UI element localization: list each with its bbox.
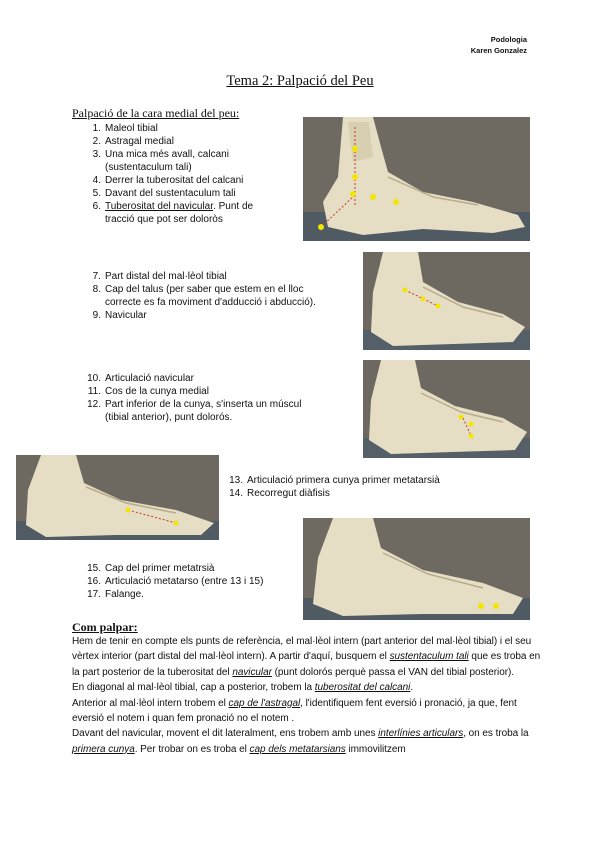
- list-item: 1. Maleol tibial: [92, 123, 158, 134]
- list-item: (tibial anterior), punt dolorós.: [105, 412, 233, 423]
- list-item: tracció que pot ser doloròs: [105, 214, 223, 225]
- howto-title: Com palpar:: [72, 620, 138, 634]
- list-item: 12. Part inferior de la cunya, s'inserta un múscul: [87, 399, 302, 410]
- foot-skeleton-image: [363, 252, 530, 350]
- paragraph-2: En diagonal al mal·lèol tibial, cap a posterior, trobem la tuberositat del calcani.: [72, 682, 414, 694]
- paragraph-1: Hem de tenir en compte els punts de referència, el mal·lèol intern (part anterior del mal·lèol tibial) i el seu vèrtex interior (part distal del mal·lèol intern). A partir d'aquí, busquem el sustentaculum tali que es troba en la part posterior de la tuberositat del navicular (punt dolorós perquè passa el VAN del tibial posterior).: [72, 636, 541, 678]
- photo-navicular-cuneiform: [363, 360, 530, 458]
- list-item: 15. Cap del primer metatrsià: [87, 563, 215, 574]
- list-item: 16. Articulació metatarso (entre 13 i 15): [87, 576, 264, 587]
- list-item: 8. Cap del talus (per saber que estem en el lloc: [92, 284, 304, 295]
- section-title: Palpació de la cara medial del peu:: [72, 106, 240, 120]
- foot-skeleton-image: [16, 455, 219, 540]
- list-5: [84, 562, 263, 601]
- list-3: [84, 372, 301, 424]
- course-name: Podologia: [490, 35, 527, 44]
- author-header: [471, 34, 527, 56]
- photo-metatarsal-head: [303, 518, 530, 620]
- photo-medial-hindfoot: [303, 117, 530, 241]
- list-item: 9. Navicular: [92, 310, 147, 321]
- list-1: [84, 122, 253, 226]
- list-item: (sustentaculum tali): [105, 162, 192, 173]
- list-item: 2. Astragal medial: [92, 136, 174, 147]
- list-item: 5. Davant del sustentaculum tali: [92, 188, 236, 199]
- list-item: 6. Tuberositat del navicular. Punt de: [92, 201, 254, 212]
- foot-skeleton-image: [303, 518, 530, 620]
- list-item: 13. Articulació primera cunya primer metatarsià: [229, 475, 440, 486]
- list-4: [226, 474, 440, 500]
- list-2: [84, 270, 316, 322]
- foot-skeleton-image: [363, 360, 530, 458]
- foot-skeleton-image: [303, 117, 530, 241]
- author-name: Karen Gonzalez: [470, 46, 527, 55]
- body-text: [72, 634, 542, 757]
- list-item: 10. Articulació navicular: [87, 373, 194, 384]
- list-item: 17. Falange.: [87, 589, 144, 600]
- list-item: 4. Derrer la tuberositat del calcani: [92, 175, 244, 186]
- list-item: 3. Una mica més avall, calcani: [92, 149, 229, 160]
- paragraph-3: Anterior al mal·lèol intern trobem el cap de l'astragal, l'identifiquem fent eversió i pronació, ja que, fent eversió el notem i quan fem pronació no el notem .: [72, 697, 517, 725]
- paragraph-4: Davant del navicular, movent el dit lateralment, ens trobem amb unes interlínies articulars, on es troba la primera cunya. Per trobar on es troba el cap dels metatarsians immovilitzem: [72, 728, 529, 755]
- photo-first-metatarsal: [16, 455, 219, 540]
- list-item: 7. Part distal del mal·lèol tibial: [92, 271, 227, 282]
- page-title: Tema 2: Palpació del Peu: [226, 73, 374, 89]
- list-item: 14. Recorregut diàfisis: [229, 488, 330, 499]
- photo-talus-navicular: [363, 252, 530, 350]
- list-item: 11. Cos de la cunya medial: [87, 386, 209, 397]
- list-item: correcte es fa moviment d'adducció i abducció).: [105, 297, 316, 308]
